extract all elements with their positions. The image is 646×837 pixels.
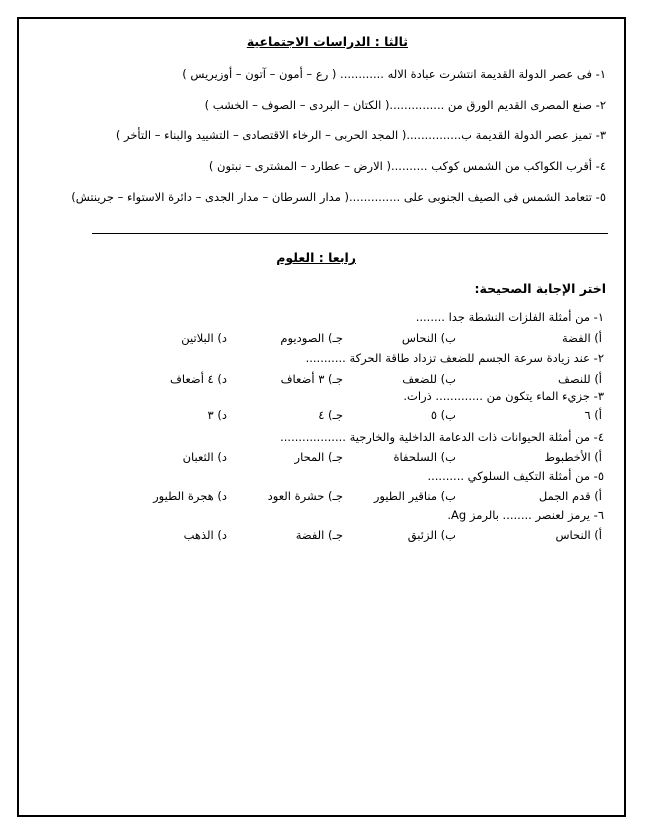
social-question-2: ٢- صنع المصرى القديم الورق من ...............( الكتان – البردى – الصوف – الخشب ) [204, 98, 606, 112]
q5-option-a: أ) قدم الجمل [538, 489, 602, 503]
q3-option-a: أ) ٦ [584, 408, 602, 422]
q6-option-a: أ) النحاس [555, 528, 602, 542]
social-studies-heading: ثالثا : الدراسات الاجتماعية [246, 34, 408, 49]
section-divider [92, 233, 608, 234]
q6-option-b: ب) الزئبق [407, 528, 456, 542]
q2-option-c: جـ) ٣ أضعاف [280, 372, 343, 386]
science-question-4: ٤- من أمثلة الحيوانات ذات الدعامة الداخلية والخارجية .................. [280, 430, 604, 444]
q4-option-c: جـ) المحار [294, 450, 343, 464]
q1-option-a: أ) الفضة [562, 331, 602, 345]
q4-option-a: أ) الأخطبوط [544, 450, 602, 464]
q5-option-d: د) هجرة الطيور [153, 489, 227, 503]
science-question-3: ٣- جزيء الماء يتكون من ............. ذرات. [403, 389, 604, 403]
q2-option-a: أ) للنصف [558, 372, 602, 386]
q3-option-c: جـ) ٤ [318, 408, 343, 422]
science-instruction: اختر الإجابة الصحيحة: [474, 281, 606, 296]
science-heading: رابعا : العلوم [276, 250, 356, 265]
science-question-2: ٢- عند زيادة سرعة الجسم للضعف تزداد طاقة الحركة ........... [305, 351, 604, 365]
q6-option-c: جـ) الفضة [295, 528, 343, 542]
q3-option-b: ب) ٥ [430, 408, 456, 422]
q1-option-d: د) البلاتين [181, 331, 227, 345]
science-question-6: ٦- يرمز لعنصر ........ بالرمز Ag. [447, 508, 604, 522]
q4-option-d: د) الثعبان [182, 450, 227, 464]
q2-option-b: ب) للضعف [402, 372, 456, 386]
q2-option-d: د) ٤ أضعاف [169, 372, 227, 386]
social-question-3: ٣- تميز عصر الدولة القديمة ب...............( المجد الحربى – الرخاء الاقتصادى – التشييد والبناء – التأخر ) [115, 128, 606, 142]
q3-option-d: د) ٣ [207, 408, 227, 422]
q1-option-b: ب) النحاس [401, 331, 456, 345]
social-question-5: ٥- تتعامد الشمس فى الصيف الجنوبى على ..............( مدار السرطان – مدار الجدى – دائرة الاستواء – جرينتش) [71, 190, 606, 204]
q6-option-d: د) الذهب [183, 528, 227, 542]
q4-option-b: ب) السلحفاة [393, 450, 456, 464]
q5-option-c: جـ) حشرة العود [267, 489, 343, 503]
q5-option-b: ب) مناقير الطيور [373, 489, 456, 503]
science-question-1: ١- من أمثلة الفلزات النشطة جدا ........ [415, 310, 604, 324]
q1-option-c: جـ) الصوديوم [280, 331, 343, 345]
social-question-1: ١- فى عصر الدولة القديمة انتشرت عبادة الاله ............ ( رع – أمون – آتون – أوزيريس ) [182, 67, 606, 81]
social-question-4: ٤- أقرب الكواكب من الشمس كوكب ..........( الارض – عطارد – المشترى – نبتون ) [208, 159, 606, 173]
science-question-5: ٥- من أمثلة التكيف السلوكي .......... [427, 469, 604, 483]
